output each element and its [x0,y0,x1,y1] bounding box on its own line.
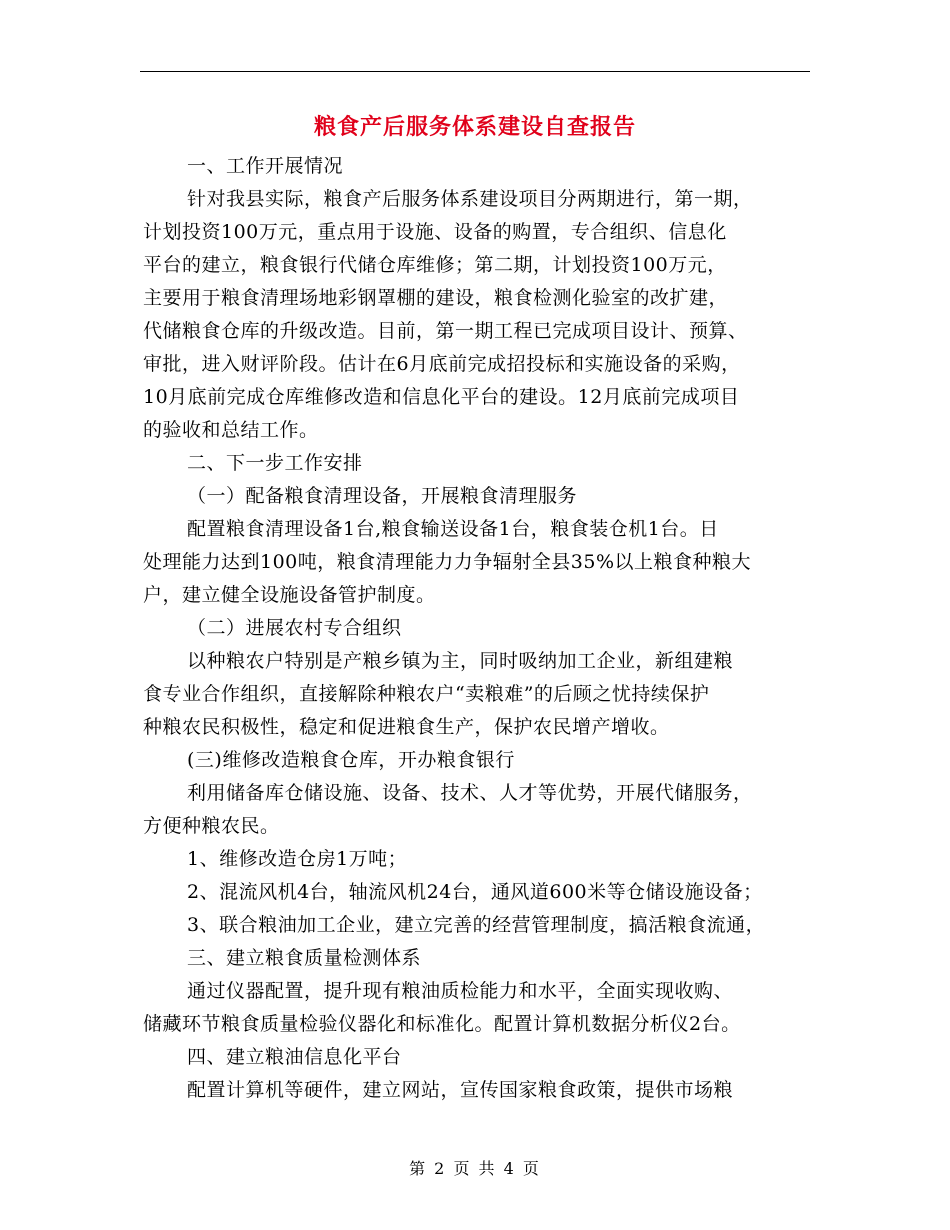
paragraph: 1、维修改造仓房1万吨； [187,848,408,870]
paragraph: (三)维修改造粮食仓库，开办粮食银行 [187,749,515,771]
paragraph: 二、下一步工作安排 [187,452,363,474]
header-rule [140,71,810,72]
paragraph: 处理能力达到100吨，粮食清理能力力争辐射全县35%以上粮食种粮大 户，建立健全设施设备管护制度。 [143,551,751,606]
paragraph: 配置计算机等硬件，建立网站，宣传国家粮食政策，提供市场粮 [187,1079,734,1101]
paragraph: 利用储备库仓储设施、设备、技术、人才等优势，开展代储服务， [187,782,753,804]
paragraph: 3、联合粮油加工企业，建立完善的经营管理制度，搞活粮食流通， [187,914,766,936]
paragraph: 四、建立粮油信息化平台 [187,1046,402,1068]
document-body [143,150,813,1107]
paragraph: 一、工作开展情况 [187,155,344,177]
paragraph: 以种粮农户特别是产粮乡镇为主，同时吸纳加工企业，新组建粮 [187,650,734,672]
paragraph: 配置粮食清理设备1台,粮食输送设备1台，粮食装仓机1台。日 [187,518,719,540]
paragraph: 通过仪器配置，提升现有粮油质检能力和水平，全面实现收购、 [187,980,734,1002]
paragraph: （二）进展农村专合组织 [187,617,402,639]
paragraph: 食专业合作组织，直接解除种粮农户“卖粮难”的后顾之忧持续保护 种粮农民积极性，稳定和促进粮食生产，保护农民增产增收。 [143,683,710,738]
paragraph: 计划投资100万元，重点用于设施、设备的购置，专合组织、信息化 平台的建立，粮食银行代储仓库维修；第二期，计划投资100万元， 主要用于粮食清理场地彩钢罩棚的建设，粮食检测化验室的改扩建， 代储粮食仓库的升级改造。目前，第一期工程已完成项目设计、预算、 审批，进入财评阶段。估计在6月底前完成招投标和实施设备的采购， 10月底前完成仓库维修改造和信息化平台的建设。12月底前完成项目 的验收和总结工作。 [143,221,748,441]
paragraph: 方便种粮农民。 [143,815,280,837]
page-footer: 第 2 页 共 4 页 [409,1159,541,1178]
paragraph: （一）配备粮食清理设备，开展粮食清理服务 [187,485,578,507]
document-title: 粮食产后服务体系建设自查报告 [313,115,636,140]
paragraph: 针对我县实际，粮食产后服务体系建设项目分两期进行，第一期， [187,188,753,210]
paragraph: 2、混流风机4台，轴流风机24台，通风道600米等仓储设施设备； [187,881,763,903]
paragraph: 三、建立粮食质量检测体系 [187,947,422,969]
paragraph: 储藏环节粮食质量检验仪器化和标准化。配置计算机数据分析仪2台。 [143,1013,741,1035]
